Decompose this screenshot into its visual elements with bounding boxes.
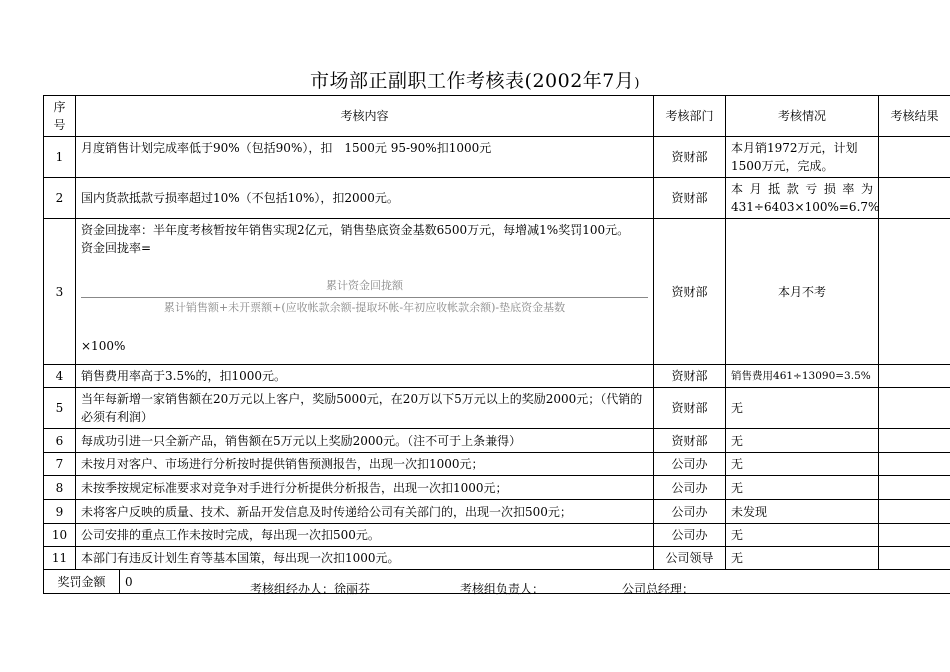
table-row xyxy=(44,365,950,388)
row-result xyxy=(879,547,950,570)
table-row xyxy=(44,476,950,500)
row-dept: 公司办 xyxy=(654,453,726,476)
reward-value: 0 xyxy=(120,570,950,594)
row-content xyxy=(76,219,654,365)
row-dept: 公司办 xyxy=(654,476,726,500)
row-status: 无 xyxy=(726,429,879,453)
gm-signature: 公司总经理： xyxy=(622,582,695,596)
header-status: 考核情况 xyxy=(726,96,879,137)
row-dept: 资财部 xyxy=(654,178,726,219)
row-no: 5 xyxy=(44,388,76,429)
table-row xyxy=(44,178,950,219)
row-result xyxy=(879,429,950,453)
table-row xyxy=(44,388,950,429)
row-status: 无 xyxy=(726,453,879,476)
handler-signature: 考核组经办人：徐丽芬 xyxy=(250,582,371,596)
content-line: 资金回拢率= xyxy=(81,241,152,255)
row-no: 4 xyxy=(44,365,76,388)
row-content: 公司安排的重点工作未按时完成，每出现一次扣500元。 xyxy=(76,524,654,547)
header-content: 考核内容 xyxy=(76,96,654,137)
row-result xyxy=(879,453,950,476)
page-title: 市场部正副职工作考核表(2002年7月) xyxy=(310,70,640,92)
row-no: 1 xyxy=(44,137,76,178)
header-row xyxy=(44,96,950,137)
table-row xyxy=(44,547,950,570)
assessment-table xyxy=(43,95,950,594)
row-result xyxy=(879,365,950,388)
row-content: 未按月对客户、市场进行分析按时提供销售预测报告，出现一次扣1000元； xyxy=(76,453,654,476)
row-result xyxy=(879,219,950,365)
row-content: 本部门有违反计划生育等基本国策，每出现一次扣1000元。 xyxy=(76,547,654,570)
row-status: 销售费用461÷13090=3.5% xyxy=(726,365,879,388)
row-result xyxy=(879,500,950,524)
row-no: 7 xyxy=(44,453,76,476)
row-no: 11 xyxy=(44,547,76,570)
row-no: 3 xyxy=(44,219,76,365)
formula-fraction xyxy=(81,277,648,317)
row-dept: 公司领导 xyxy=(654,547,726,570)
row-status: 本月抵款亏损率为431÷6403×100%=6.7% xyxy=(726,178,879,219)
row-result xyxy=(879,476,950,500)
row-dept: 资财部 xyxy=(654,429,726,453)
row-result xyxy=(879,178,950,219)
table-row xyxy=(44,500,950,524)
row-no: 6 xyxy=(44,429,76,453)
row-dept: 公司办 xyxy=(654,524,726,547)
row-content: 每成功引进一只全新产品，销售额在5万元以上奖励2000元。（注不可于上条兼得） xyxy=(76,429,654,453)
row-content: 未按季按规定标准要求对竞争对手进行分析提供分析报告，出现一次扣1000元； xyxy=(76,476,654,500)
row-result xyxy=(879,524,950,547)
header-dept: 考核部门 xyxy=(654,96,726,137)
row-dept: 公司办 xyxy=(654,500,726,524)
row-status: 无 xyxy=(726,547,879,570)
row-status: 本月不考 xyxy=(726,219,879,365)
row-no: 8 xyxy=(44,476,76,500)
formula-numerator: 累计资金回拢额 xyxy=(326,279,403,292)
row-status: 未发现 xyxy=(726,500,879,524)
header-result: 考核结果 xyxy=(879,96,950,137)
row-dept: 资财部 xyxy=(654,137,726,178)
row-status: 本月销1972万元，计划1500万元，完成。 xyxy=(726,137,879,178)
table-row xyxy=(44,137,950,178)
row-status: 无 xyxy=(726,388,879,429)
row-result xyxy=(879,388,950,429)
row-result xyxy=(879,137,950,178)
formula-tail: ×100% xyxy=(81,339,126,353)
row-status: 无 xyxy=(726,524,879,547)
row-status: 无 xyxy=(726,476,879,500)
row-dept: 资财部 xyxy=(654,219,726,365)
row-content: 国内货款抵款亏损率超过10%（不包括10%），扣2000元。 xyxy=(76,178,654,219)
content-line: 资金回拢率：半年度考核暂按年销售实现2亿元，销售垫底资金基数6500万元，每增减1%奖罚100元。 xyxy=(81,223,630,237)
row-no: 2 xyxy=(44,178,76,219)
table-row xyxy=(44,524,950,547)
row-content: 当年每新增一家销售额在20万元以上客户，奖励5000元，在20万以下5万元以上的奖励2000元；（代销的必须有利润） xyxy=(76,388,654,429)
row-content: 销售费用率高于3.5%的，扣1000元。 xyxy=(76,365,654,388)
header-no: 序号 xyxy=(44,96,76,137)
row-dept: 资财部 xyxy=(654,388,726,429)
table-row xyxy=(44,219,950,365)
row-no: 10 xyxy=(44,524,76,547)
row-content: 月度销售计划完成率低于90%（包括90%），扣 1500元 95-90%扣1000元 xyxy=(76,137,654,178)
row-no: 9 xyxy=(44,500,76,524)
table-row xyxy=(44,429,950,453)
row-content: 未将客户反映的质量、技术、新品开发信息及时传递给公司有关部门的，出现一次扣500元； xyxy=(76,500,654,524)
table-row xyxy=(44,453,950,476)
row-dept: 资财部 xyxy=(654,365,726,388)
leader-signature: 考核组负责人： xyxy=(460,582,545,596)
formula-denominator: 累计销售额+未开票额+(应收帐款余额-提取坏帐-年初应收帐款余额)-垫底资金基数 xyxy=(81,297,648,317)
reward-label: 奖罚金额 xyxy=(44,570,120,594)
